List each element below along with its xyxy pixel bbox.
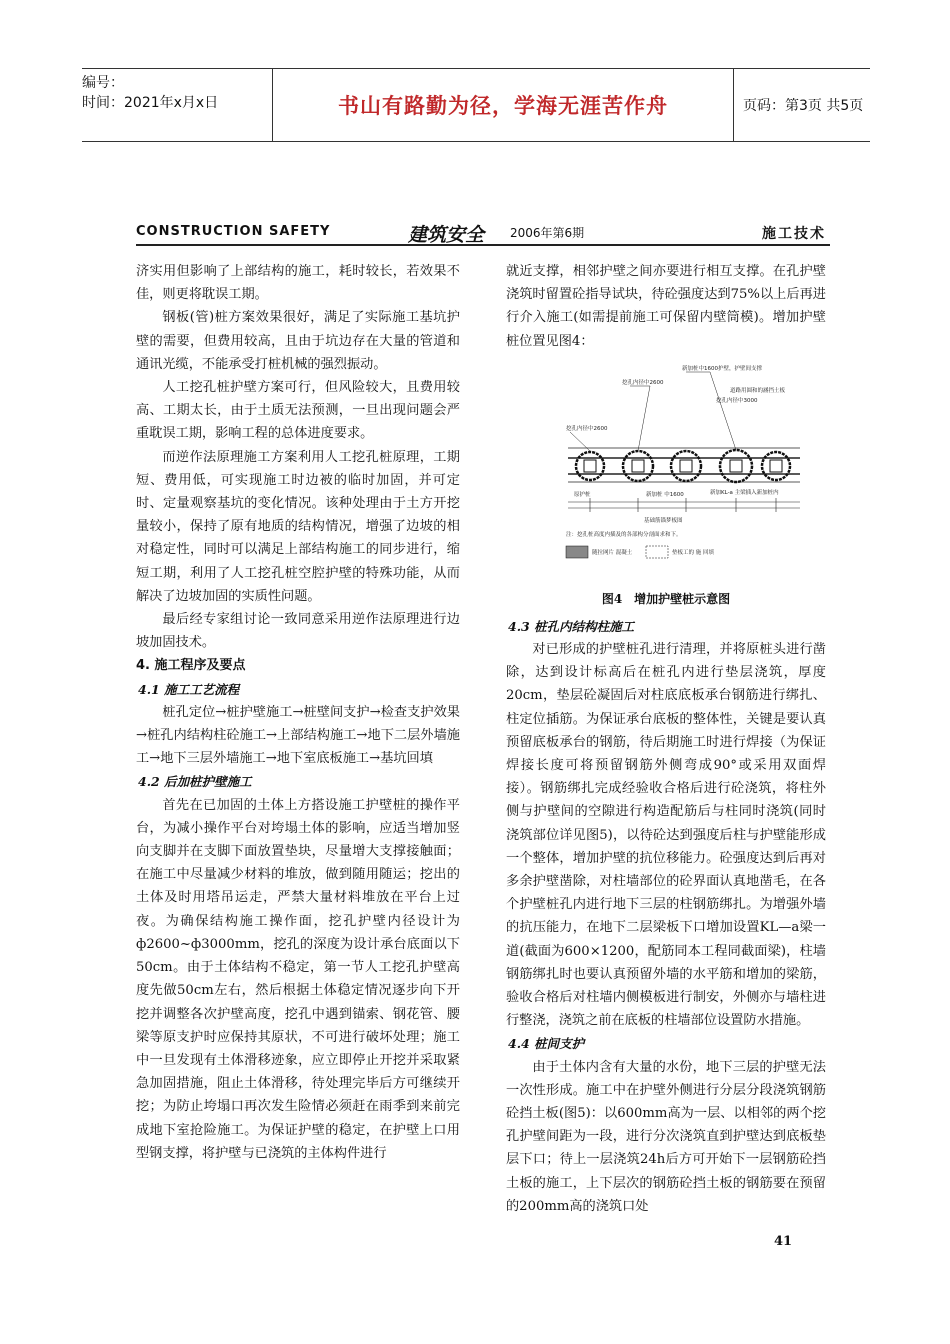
figure-label: 原护桩	[574, 492, 591, 498]
legend-swatch-hatched	[566, 546, 588, 558]
subsection-heading: 4.2 后加桩护壁施工	[138, 774, 252, 790]
figure-note: 注：挖孔桩高度内插及的各部构分剖面求和下。	[566, 532, 682, 538]
legend-label: 垫板工的 施 回填	[672, 550, 714, 556]
figure-label: 挖孔内径中2600	[622, 380, 664, 386]
motto: 书山有路勤为径，学海无涯苦作舟	[338, 94, 668, 118]
section-heading: 4. 施工程序及要点	[136, 658, 246, 674]
figure-label: 道路用圆和的涵挡土板	[730, 388, 786, 394]
paragraph: 对已形成的护壁桩孔进行清理，并将原桩头进行凿除，达到设计标高后在桩孔内进行垫层浇筑，厚度20cm，垫层砼凝固后对柱底底板承台钢筋进行绑扎、柱定位插筋。为保证承台底板的整体性，关键是要认真预留底板承台的钢筋，待后期施工时进行焊接（为保证焊接长度可将预留钢筋外侧弯成90°或采用双面焊接）。钢筋绑扎完成经验收合格后进行砼浇筑，将柱外侧与护壁间的空隙进行构造配筋后与柱同时浇筑(同时浇筑部位详见图5)，以待砼达到强度后柱与护壁能形成一个整体，增加护壁的抗位移能力。砼强度达到后再对多余护壁凿除，对柱墙部位的砼界面认真地凿毛，在各个护壁桩孔内进行地下三层的柱钢筋绑扎。为增强外墙的抗压能力，在地下二层梁板下口增加设置KL—a梁一道(截面为600×1200，配筋同本工程同截面梁)，柱墙钢筋绑扎时也要认真预留外墙的水平筋和增加的梁筋，验收合格后对柱墙内侧模板进行制安，外侧亦与墙柱进行整浇，浇筑之前在底板的柱墙部位设置防水措施。	[506, 642, 826, 1029]
journal-section: 施工技术	[762, 226, 826, 242]
paragraph: 首先在已加固的土体上方搭设施工护壁桩的操作平台，为减小操作平台对垮塌土体的影响，应适当增加竖向支脚并在支脚下面放置垫块，尽量增大支撑接触面；在施工中尽量减少材料的堆放，做到随用随运；挖出的土体及时用塔吊运走，严禁大量材料堆放在平台上过夜。为确保结构施工操作面，挖孔护壁内径设计为ф2600~ф3000mm，挖孔的深度为设计承台底面以下50cm。由于土体结构不稳定，第一节人工挖孔护壁高度先做50cm左右，然后根据土体稳定情况逐步向下开挖并调整各次护壁高度，挖孔中遇到锚索、钢花管、腰梁等原支护时应保持其原状，不可进行破坏处理；施工中一旦发现有土体滑移迹象，应立即停止开挖并采取紧急加固措施，阻止土体滑移，待处理完毕后方可继续开挖；为防止垮塌口再次发生险情必须赶在雨季到来前完成地下室抢险施工。为保证护壁的稳定，在护壁上口用型钢支撑，将护壁与已浇筑的主体构件进行	[136, 797, 460, 1161]
legend-label: 随拉网片 混凝土	[592, 550, 633, 556]
figure-label: 挖孔内径中2600	[566, 426, 608, 432]
time-label: 时间：2021年x月x日	[82, 95, 219, 111]
paragraph: 人工挖孔桩护壁方案可行，但风险较大，且费用较高、工期太长，由于土质无法预测，一旦出现问题会严重耽误工期，影响工程的总体进度要求。	[136, 380, 460, 442]
paragraph: 最后经专家组讨论一致同意采用逆作法原理进行边坡加固技术。	[136, 612, 460, 651]
journal-english-title: CONSTRUCTION SAFETY	[136, 224, 331, 239]
paragraph: 而逆作法原理施工方案利用人工挖孔桩原理，工期短、费用低，可实现施工时边被的临时加固，并可定时、定量观察基坑的变化情况。该种处理由于土方开挖量较小，保持了原有地质的结构情况，增强了边坡的相对稳定性，同时可以满足上部结构施工的同步进行，缩短工期，利用了人工挖孔桩空腔护壁的特殊功能，从而解决了边坡加固的实质性问题。	[136, 449, 460, 604]
subsection-heading: 4.1 施工工艺流程	[138, 681, 240, 697]
header-meta	[82, 69, 272, 145]
motto-cell	[272, 69, 734, 141]
subsection-heading: 4.3 桩孔内结构柱施工	[508, 618, 635, 634]
page-info: 页码：第3页 共5页	[743, 98, 864, 114]
paragraph: 济实用但影响了上部结构的施工，耗时较长，若效果不佳，则更将耽误工期。	[136, 264, 460, 303]
legend-swatch-plain	[646, 546, 668, 558]
paragraph: 桩孔定位→桩护壁施工→桩壁间支护→检查支护效果→桩孔内结构柱砼施工→上部结构施工→地下二层外墙施工→地下三层外墙施工→地下室底板施工→基坑回填	[136, 704, 460, 767]
subsection-heading: 4.4 桩间支护	[508, 1036, 585, 1052]
figure-4	[560, 362, 808, 582]
left-column	[136, 260, 460, 1165]
paragraph: 由于土体内含有大量的水份，地下三层的护壁无法一次性形成。施工中在护壁外侧进行分层分段浇筑钢筋砼挡土板(图5)：以600mm高为一层、以相邻的两个挖孔护壁间距为一段，进行分次浇筑直到护壁达到底板垫层下口；待上一层浇筑24h后方可开始下一层钢筋砼挡土板的施工，上下层次的钢筋砼挡土板的钢筋要在预留的200mm高的浇筑口处	[506, 1059, 826, 1214]
pile-diagram	[560, 362, 808, 582]
figure-label: 新加桩中1600护壁，护壁间支撑	[682, 366, 762, 372]
page-number: 41	[774, 1234, 793, 1249]
figure-caption: 图4 增加护壁桩示意图	[601, 592, 731, 606]
figure-label: 挖孔内径中3000	[716, 398, 758, 404]
document-header	[82, 68, 870, 142]
paragraph: 就近支撑，相邻护壁之间亦要进行相互支撑。在孔护壁浇筑时留置砼指导试块，待砼强度达到75%以上后再进行介入施工(如需提前施工可保留内壁筒模)。增加护壁桩位置见图4：	[506, 264, 826, 349]
figure-label: 新加KL-a 主梁插入新加桩内	[710, 490, 779, 496]
journal-brand: 建筑安全	[408, 224, 485, 246]
journal-header	[136, 220, 830, 246]
figure-label: 新加桩 中1600	[646, 492, 684, 498]
number-label: 编号：	[82, 75, 124, 91]
journal-issue: 2006年第6期	[510, 226, 585, 240]
paragraph: 钢板(管)桩方案效果很好，满足了实际施工基坑护壁的需要，但费用较高，且由于坑边存在大量的管道和通讯光缆，不能承受打桩机械的强烈振动。	[136, 310, 460, 372]
figure-label: 基础筋锚梦板图	[644, 518, 683, 524]
